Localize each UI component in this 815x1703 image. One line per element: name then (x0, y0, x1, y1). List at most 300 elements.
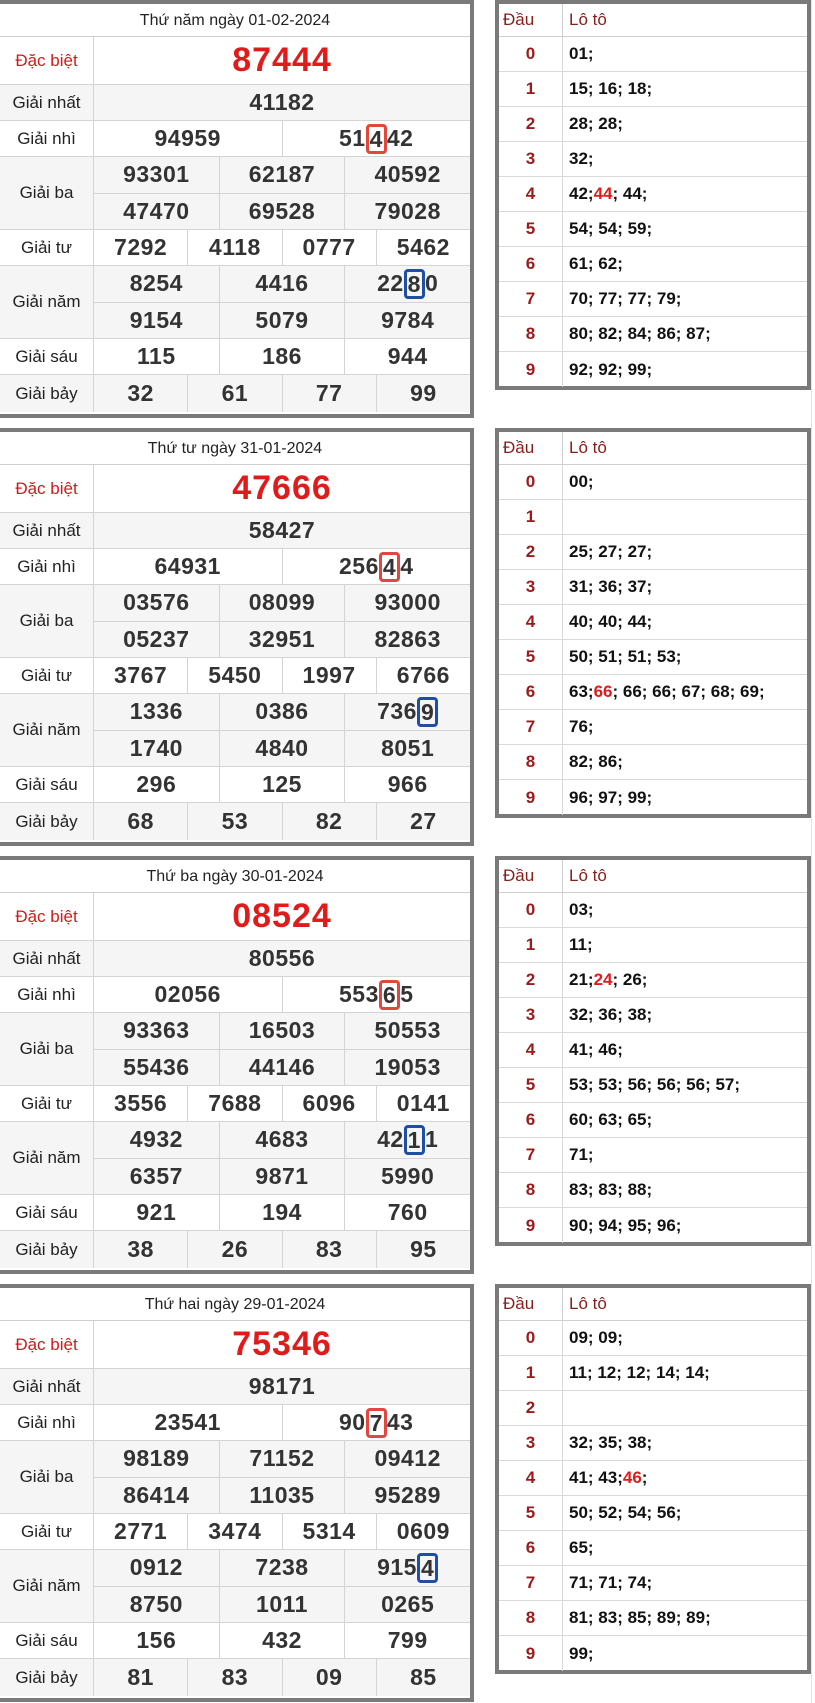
prize-number: 0609 (376, 1514, 470, 1549)
highlighted-digit: 1 (404, 1125, 425, 1155)
prize-values (94, 1122, 470, 1194)
prize-values (94, 893, 470, 940)
loto-values (563, 1138, 807, 1172)
prize-line (94, 1659, 470, 1696)
prize-number: 8051 (344, 731, 470, 767)
loto-table (495, 428, 811, 818)
prize-label: Giải ba (0, 585, 94, 657)
loto-text: 83; 83; 88; (569, 1180, 653, 1199)
prize-number: 53 (187, 803, 281, 840)
prize-number: 03576 (123, 589, 190, 616)
highlighted-digit: 8 (404, 269, 425, 299)
loto-row (499, 675, 807, 710)
highlighted-digit: 4 (379, 552, 400, 582)
number-suffix: 1 (424, 1126, 439, 1153)
prize-label: Giải sáu (0, 1195, 94, 1230)
number-suffix: 43 (386, 1409, 414, 1435)
loto-digit: 7 (499, 710, 563, 744)
loto-values (563, 1426, 807, 1460)
number-prefix: 90 (339, 1409, 366, 1435)
prize-row-g5 (0, 1550, 470, 1623)
prize-number (282, 977, 471, 1012)
prize-line (94, 1122, 470, 1158)
prize-values (94, 977, 470, 1012)
draw-block (0, 0, 815, 420)
loto-row (499, 1103, 807, 1138)
loto-text: 25; 27; 27; (569, 542, 653, 561)
loto-text: 32; 35; 38; (569, 1433, 653, 1452)
prize-label: Giải bảy (0, 803, 94, 840)
prize-number: 71152 (219, 1441, 345, 1477)
loto-values (563, 107, 807, 141)
prize-number: 75346 (232, 1325, 332, 1363)
prize-line (94, 1158, 470, 1195)
loto-row (499, 1138, 807, 1173)
prize-label: Giải nhì (0, 121, 94, 156)
loto-header (499, 860, 807, 893)
loto-text: 71; 71; 74; (569, 1573, 653, 1592)
loto-values (563, 37, 807, 71)
loto-values (563, 177, 807, 211)
draw-date-title: Thứ năm ngày 01-02-2024 (0, 4, 470, 37)
prize-line (94, 37, 470, 84)
prize-number: 55436 (123, 1053, 190, 1080)
prize-number: 1740 (129, 734, 183, 761)
prize-number: 32951 (219, 622, 345, 658)
prize-number: 125 (219, 767, 345, 802)
loto-digit: 1 (499, 72, 563, 106)
prize-number (282, 121, 471, 156)
loto-digit: 6 (499, 1531, 563, 1565)
prize-label: Giải năm (0, 694, 94, 766)
prize-number: 23541 (154, 1409, 221, 1435)
loto-row (499, 535, 807, 570)
number-suffix: 0 (424, 270, 439, 297)
loto-row (499, 1068, 807, 1103)
prize-number: 432 (219, 1623, 345, 1658)
loto-row (499, 710, 807, 745)
prize-line (94, 1405, 470, 1440)
loto-digit: 2 (499, 963, 563, 997)
draw-date-title: Thứ hai ngày 29-01-2024 (0, 1288, 470, 1321)
loto-values (563, 963, 807, 997)
prize-row-db (0, 37, 470, 85)
loto-text: 15; 16; 18; (569, 79, 653, 98)
prize-values (94, 157, 470, 229)
loto-digit: 3 (499, 998, 563, 1032)
prize-label: Giải nhì (0, 977, 94, 1012)
prize-values (94, 1321, 470, 1368)
prize-number: 86414 (123, 1481, 190, 1508)
prize-label: Giải nhì (0, 1405, 94, 1440)
prize-row-g6 (0, 339, 470, 375)
prize-row-g2 (0, 1405, 470, 1441)
loto-text: ; 44; (612, 184, 648, 203)
number-prefix: 915 (377, 1554, 417, 1581)
prize-values (94, 1231, 470, 1268)
prize-line (94, 1195, 470, 1230)
loto-text: 41; 43; (569, 1468, 623, 1487)
prize-row-g1 (0, 513, 470, 549)
prize-number: 95289 (344, 1478, 470, 1514)
prize-line (94, 977, 470, 1012)
prize-label: Giải ba (0, 1013, 94, 1085)
prize-label: Đặc biệt (0, 37, 94, 84)
prize-line (94, 465, 470, 512)
results-table (0, 1284, 474, 1702)
prize-values (94, 803, 470, 840)
draw-block (0, 856, 815, 1276)
loto-text: 11; 12; 12; 14; 14; (569, 1363, 710, 1382)
prize-label: Giải nhất (0, 85, 94, 120)
loto-row (499, 142, 807, 177)
loto-row (499, 893, 807, 928)
prize-line (94, 1550, 470, 1586)
number-prefix: 256 (339, 553, 379, 579)
prize-line (94, 266, 470, 302)
number-suffix: 42 (386, 125, 414, 151)
loto-values (563, 212, 807, 246)
prize-number: 760 (344, 1195, 470, 1230)
loto-values (563, 605, 807, 639)
number-suffix: 5 (400, 981, 414, 1007)
prize-number: 64931 (154, 553, 221, 579)
prize-values (94, 767, 470, 802)
loto-text: 11; (569, 935, 593, 954)
loto-values (563, 282, 807, 316)
prize-line (94, 893, 470, 940)
prize-line (94, 941, 470, 976)
prize-row-g6 (0, 1623, 470, 1659)
loto-text: 42; (569, 184, 594, 203)
prize-number: 1336 (129, 698, 183, 725)
loto-row (499, 780, 807, 815)
prize-line (94, 1013, 470, 1049)
prize-number: 09412 (344, 1441, 470, 1477)
prize-number: 40592 (344, 157, 470, 193)
loto-row (499, 37, 807, 72)
loto-values (563, 500, 807, 534)
prize-values (94, 85, 470, 120)
loto-values (563, 1033, 807, 1067)
loto-values (563, 535, 807, 569)
loto-text: 60; 63; 65; (569, 1110, 653, 1129)
prize-row-db (0, 1321, 470, 1369)
prize-number: 7292 (114, 234, 168, 260)
loto-digit: 3 (499, 1426, 563, 1460)
loto-values (563, 1496, 807, 1530)
prize-number: 05237 (123, 625, 190, 652)
loto-row (499, 1496, 807, 1531)
loto-digit: 9 (499, 1208, 563, 1243)
loto-row (499, 317, 807, 352)
loto-row (499, 1033, 807, 1068)
prize-row-g7 (0, 375, 470, 412)
prize-number: 85 (376, 1659, 470, 1696)
loto-row (499, 465, 807, 500)
prize-number (282, 549, 471, 584)
prize-row-g1 (0, 941, 470, 977)
loto-values (563, 893, 807, 927)
prize-number: 186 (219, 339, 345, 374)
loto-row (499, 745, 807, 780)
prize-number: 0912 (129, 1554, 183, 1581)
loto-text: 53; 53; 56; 56; 56; 57; (569, 1075, 741, 1094)
prize-number: 77 (282, 375, 376, 412)
prize-number: 26 (187, 1231, 281, 1268)
prize-label: Giải nhất (0, 513, 94, 548)
loto-digit: 8 (499, 1601, 563, 1635)
prize-row-g7 (0, 1659, 470, 1696)
prize-number: 4118 (187, 230, 281, 265)
loto-digit: 6 (499, 1103, 563, 1137)
loto-digit: 3 (499, 142, 563, 176)
prize-number: 82863 (344, 622, 470, 658)
loto-row (499, 107, 807, 142)
loto-text: 63; (569, 682, 594, 701)
prize-line (94, 658, 470, 693)
prize-label: Giải bảy (0, 375, 94, 412)
prize-number: 0386 (219, 694, 345, 730)
number-suffix: 4 (400, 553, 414, 579)
prize-line (94, 1369, 470, 1404)
prize-line (94, 1049, 470, 1086)
prize-number: 2771 (114, 1518, 168, 1544)
loto-digit: 8 (499, 317, 563, 351)
prize-number: 38 (127, 1236, 154, 1262)
loto-values (563, 928, 807, 962)
prize-line (94, 1441, 470, 1477)
loto-text: ; 66; 66; 67; 68; 69; (612, 682, 765, 701)
prize-number: 1011 (219, 1587, 345, 1623)
draw-block (0, 428, 815, 848)
loto-row (499, 1531, 807, 1566)
special-loto: 66 (593, 682, 613, 701)
loto-values (563, 1461, 807, 1495)
prize-number: 7688 (187, 1086, 281, 1121)
prize-number: 09 (282, 1659, 376, 1696)
loto-digit: 3 (499, 570, 563, 604)
prize-number: 02056 (154, 981, 221, 1007)
loto-text: 09; 09; (569, 1328, 623, 1347)
highlighted-digit: 6 (379, 980, 400, 1010)
prize-number: 61 (187, 375, 281, 412)
loto-digit: 9 (499, 1636, 563, 1671)
prize-line (94, 621, 470, 658)
loto-row (499, 1566, 807, 1601)
prize-line (94, 121, 470, 156)
loto-row (499, 1356, 807, 1391)
prize-line (94, 193, 470, 230)
loto-head-label: Đầu (499, 4, 563, 36)
prize-number: 4932 (129, 1126, 183, 1153)
prize-values (94, 1514, 470, 1549)
prize-number: 156 (136, 1627, 177, 1653)
prize-number (282, 1405, 471, 1440)
loto-table (495, 856, 811, 1246)
prize-number: 98189 (123, 1445, 190, 1472)
special-loto: 44 (593, 184, 613, 203)
prize-line (94, 230, 470, 265)
prize-number: 944 (344, 339, 470, 374)
loto-head-label: Đầu (499, 432, 563, 464)
prize-number: 98171 (248, 1373, 316, 1399)
results-table (0, 856, 474, 1274)
loto-digit: 0 (499, 465, 563, 499)
prize-number: 115 (137, 343, 176, 369)
prize-number: 6096 (282, 1086, 376, 1121)
prize-line (94, 1623, 470, 1658)
loto-digit: 8 (499, 745, 563, 779)
prize-number: 194 (219, 1195, 345, 1230)
prize-values (94, 1405, 470, 1440)
prize-row-g3 (0, 1441, 470, 1514)
prize-number: 47470 (123, 197, 190, 224)
prize-number: 0265 (344, 1587, 470, 1623)
prize-row-g6 (0, 1195, 470, 1231)
draw-block (0, 1284, 815, 1703)
loto-row (499, 605, 807, 640)
prize-label: Giải bảy (0, 1231, 94, 1268)
prize-number: 32 (127, 380, 154, 406)
prize-number: 4840 (219, 731, 345, 767)
loto-text: ; (641, 1468, 648, 1487)
prize-label: Đặc biệt (0, 1321, 94, 1368)
loto-row (499, 282, 807, 317)
loto-digit: 7 (499, 282, 563, 316)
loto-values-label: Lô tô (569, 10, 607, 29)
prize-number (344, 694, 470, 730)
number-prefix: 736 (377, 698, 417, 725)
prize-values (94, 266, 470, 338)
loto-text: 01; (569, 44, 594, 63)
loto-row (499, 928, 807, 963)
prize-number: 5314 (282, 1514, 376, 1549)
loto-digit: 0 (499, 1321, 563, 1355)
prize-line (94, 85, 470, 120)
prize-number: 95 (376, 1231, 470, 1268)
loto-digit: 1 (499, 928, 563, 962)
prize-line (94, 549, 470, 584)
loto-row (499, 72, 807, 107)
loto-digit: 5 (499, 1496, 563, 1530)
prize-number: 81 (127, 1664, 154, 1690)
highlighted-digit: 4 (417, 1553, 438, 1583)
prize-number: 4416 (219, 266, 345, 302)
prize-label: Giải nhì (0, 549, 94, 584)
prize-label: Giải năm (0, 266, 94, 338)
prize-line (94, 302, 470, 339)
prize-number: 966 (344, 767, 470, 802)
prize-row-g4 (0, 1514, 470, 1550)
loto-row (499, 1601, 807, 1636)
loto-digit: 9 (499, 780, 563, 815)
loto-text: 81; 83; 85; 89; 89; (569, 1608, 711, 1627)
prize-row-g2 (0, 121, 470, 157)
loto-digit: 6 (499, 247, 563, 281)
prize-line (94, 1586, 470, 1623)
prize-number: 80556 (248, 945, 316, 971)
prize-number: 62187 (219, 157, 345, 193)
loto-text: 90; 94; 95; 96; (569, 1215, 682, 1235)
loto-text: 50; 51; 51; 53; (569, 647, 682, 666)
prize-number: 19053 (344, 1050, 470, 1086)
prize-line (94, 513, 470, 548)
prize-number: 1997 (282, 658, 376, 693)
prize-label: Giải tư (0, 1086, 94, 1121)
prize-line (94, 803, 470, 840)
loto-text: 40; 40; 44; (569, 612, 653, 631)
loto-digit: 2 (499, 1391, 563, 1425)
loto-row (499, 1426, 807, 1461)
highlighted-digit: 7 (366, 1408, 387, 1438)
prize-values (94, 121, 470, 156)
loto-values (563, 465, 807, 499)
prize-number: 93301 (123, 161, 190, 188)
prize-number: 94959 (154, 125, 221, 151)
prize-values (94, 585, 470, 657)
prize-values (94, 941, 470, 976)
loto-digit: 4 (499, 605, 563, 639)
prize-number: 9154 (129, 306, 183, 333)
prize-values (94, 37, 470, 84)
draw-date-title: Thứ ba ngày 30-01-2024 (0, 860, 470, 893)
prize-row-g6 (0, 767, 470, 803)
prize-label: Giải nhất (0, 941, 94, 976)
prize-line (94, 1086, 470, 1121)
loto-values (563, 1566, 807, 1600)
prize-number: 4683 (219, 1122, 345, 1158)
prize-row-g3 (0, 585, 470, 658)
prize-number: 296 (136, 771, 177, 797)
loto-text: 03; (569, 900, 594, 919)
loto-head-label: Đầu (499, 860, 563, 892)
loto-text: 31; 36; 37; (569, 577, 653, 596)
prize-number: 3474 (187, 1514, 281, 1549)
prize-values (94, 1623, 470, 1658)
prize-line (94, 339, 470, 374)
loto-text: 92; 92; 99; (569, 359, 653, 379)
prize-line (94, 767, 470, 802)
loto-text: 99; (569, 1643, 594, 1663)
prize-values (94, 1013, 470, 1085)
prize-line (94, 1514, 470, 1549)
prize-number: 9871 (219, 1159, 345, 1195)
prize-number: 27 (376, 803, 470, 840)
loto-values (563, 1208, 807, 1243)
prize-label: Giải sáu (0, 767, 94, 802)
scroll-edge (811, 0, 812, 1703)
loto-digit: 5 (499, 1068, 563, 1102)
loto-values (563, 1068, 807, 1102)
loto-text: 82; 86; (569, 752, 623, 771)
loto-digit: 4 (499, 177, 563, 211)
loto-digit: 4 (499, 1461, 563, 1495)
prize-row-g3 (0, 1013, 470, 1086)
loto-row (499, 1636, 807, 1671)
number-prefix: 42 (377, 1126, 404, 1153)
loto-row (499, 247, 807, 282)
prize-values (94, 1441, 470, 1513)
prize-label: Giải nhất (0, 1369, 94, 1404)
loto-values (563, 1531, 807, 1565)
loto-values (563, 142, 807, 176)
prize-values (94, 465, 470, 512)
prize-row-g4 (0, 658, 470, 694)
prize-number: 799 (344, 1623, 470, 1658)
prize-line (94, 694, 470, 730)
loto-text: 65; (569, 1538, 594, 1557)
